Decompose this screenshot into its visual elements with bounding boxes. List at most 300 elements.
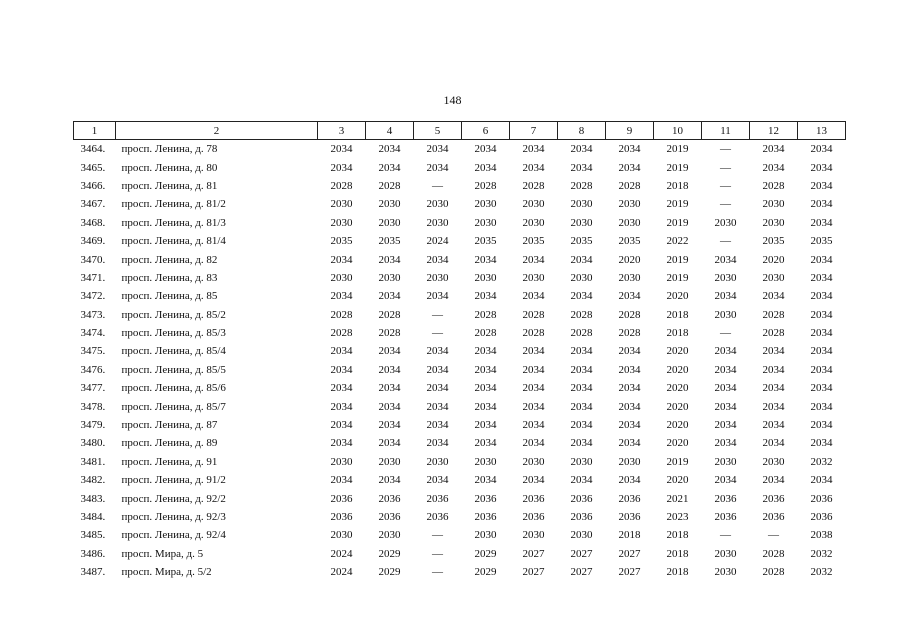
table-header (74, 122, 846, 140)
year-cell: 2034 (810, 327, 833, 340)
year-cell: 2034 (570, 437, 593, 450)
year-cell: 2034 (810, 419, 833, 432)
year-cell: 2030 (570, 271, 593, 284)
year-cell: 2028 (762, 179, 785, 192)
year-cell: 2021 (666, 492, 689, 505)
year-cell: 2030 (714, 455, 737, 468)
year-cell: 2034 (762, 143, 785, 156)
year-cell: 2036 (618, 492, 641, 505)
year-cell: 2036 (474, 492, 497, 505)
year-cell: 2030 (426, 198, 449, 211)
year-cell: 2034 (618, 419, 641, 432)
year-cell: 2035 (762, 235, 785, 248)
year-cell: 2036 (570, 492, 593, 505)
year-cell: 2034 (762, 400, 785, 413)
year-cell: 2034 (618, 474, 641, 487)
year-cell: 2030 (330, 529, 353, 542)
year-cell: 2034 (618, 382, 641, 395)
year-cell: 2034 (618, 437, 641, 450)
row-number-cell: 3487. (80, 566, 106, 579)
year-cell: 2034 (810, 290, 833, 303)
year-cell: 2035 (522, 235, 545, 248)
year-cell: 2030 (330, 271, 353, 284)
year-cell: 2020 (666, 419, 689, 432)
year-cell: — (720, 179, 731, 192)
year-cell: 2036 (810, 511, 833, 523)
year-cell: 2020 (666, 363, 689, 376)
year-cell: 2034 (570, 345, 593, 358)
year-cell: 2036 (522, 511, 545, 523)
column-header-5: 5 (414, 122, 462, 140)
year-cell: 2030 (522, 529, 545, 542)
year-cell: 2034 (714, 400, 737, 413)
year-cell: 2034 (378, 419, 401, 432)
year-cell: 2034 (426, 345, 449, 358)
table-row (74, 379, 846, 397)
year-cell: 2034 (474, 161, 497, 174)
year-cell: 2034 (810, 179, 833, 192)
table-row (74, 306, 846, 324)
year-cell: 2034 (474, 345, 497, 358)
row-number-cell: 3474. (80, 327, 106, 340)
year-cell: 2034 (618, 290, 641, 303)
year-cell: 2034 (378, 474, 401, 487)
year-cell: 2034 (474, 419, 497, 432)
address-cell: просп. Ленина, д. 81 (121, 179, 218, 192)
year-cell: 2027 (618, 547, 641, 560)
year-cell: 2019 (666, 143, 689, 156)
year-cell: 2030 (522, 216, 545, 229)
table-row (74, 489, 846, 507)
year-cell: 2030 (378, 529, 401, 542)
table-row (74, 342, 846, 360)
year-cell: 2034 (570, 419, 593, 432)
year-cell: 2034 (810, 345, 833, 358)
table-row (74, 397, 846, 415)
year-cell: — (432, 179, 443, 192)
year-cell: 2034 (378, 253, 401, 266)
year-cell: 2018 (666, 529, 689, 542)
year-cell: 2034 (570, 382, 593, 395)
address-cell: просп. Ленина, д. 85 (121, 290, 218, 303)
year-cell: 2030 (714, 271, 737, 284)
year-cell: 2028 (762, 327, 785, 340)
address-cell: просп. Ленина, д. 85/3 (121, 327, 226, 340)
year-cell: 2028 (378, 179, 401, 192)
year-cell: 2034 (474, 290, 497, 303)
year-cell: 2028 (474, 179, 497, 192)
year-cell: 2034 (810, 437, 833, 450)
year-cell: 2022 (666, 235, 689, 248)
year-cell: 2030 (714, 547, 737, 560)
year-cell: 2036 (426, 492, 449, 505)
year-cell: 2034 (522, 400, 545, 413)
year-cell: 2030 (618, 455, 641, 468)
year-cell: 2034 (810, 143, 833, 156)
year-cell: 2030 (474, 529, 497, 542)
year-cell: — (432, 308, 443, 321)
year-cell: 2034 (474, 474, 497, 487)
row-number-cell: 3484. (80, 511, 106, 523)
year-cell: 2028 (378, 327, 401, 340)
year-cell: 2019 (666, 216, 689, 229)
year-cell: 2029 (378, 547, 401, 560)
year-cell: 2028 (618, 179, 641, 192)
year-cell: 2034 (330, 400, 353, 413)
year-cell: 2036 (378, 492, 401, 505)
year-cell: 2034 (426, 437, 449, 450)
year-cell: 2034 (618, 345, 641, 358)
year-cell: 2034 (330, 290, 353, 303)
year-cell: 2034 (330, 474, 353, 487)
year-cell: 2034 (426, 143, 449, 156)
year-cell: 2024 (330, 566, 353, 579)
year-cell: 2020 (666, 290, 689, 303)
row-number-cell: 3483. (80, 492, 106, 505)
year-cell: — (720, 235, 731, 248)
year-cell: 2034 (762, 345, 785, 358)
year-cell: 2034 (714, 290, 737, 303)
address-cell: просп. Ленина, д. 80 (121, 161, 218, 174)
year-cell: 2030 (762, 271, 785, 284)
column-header-4: 4 (366, 122, 414, 140)
year-cell: 2034 (714, 363, 737, 376)
year-cell: 2034 (714, 345, 737, 358)
row-number-cell: 3467. (80, 198, 106, 211)
year-cell: 2034 (474, 437, 497, 450)
year-cell: 2028 (474, 327, 497, 340)
table-row (74, 214, 846, 232)
year-cell: 2018 (666, 566, 689, 579)
address-cell: просп. Ленина, д. 87 (121, 419, 218, 432)
year-cell: 2020 (762, 253, 785, 266)
year-cell: 2030 (762, 198, 785, 211)
year-cell: 2030 (762, 455, 785, 468)
table-row (74, 453, 846, 471)
year-cell: 2034 (618, 161, 641, 174)
year-cell: 2030 (378, 455, 401, 468)
year-cell: 2034 (618, 400, 641, 413)
year-cell: 2034 (714, 253, 737, 266)
address-cell: просп. Ленина, д. 92/2 (121, 492, 226, 505)
year-cell: 2020 (666, 400, 689, 413)
table-row (74, 195, 846, 213)
year-cell: 2030 (426, 271, 449, 284)
year-cell: 2034 (570, 143, 593, 156)
year-cell: 2034 (762, 161, 785, 174)
year-cell: 2028 (330, 179, 353, 192)
table-row (74, 508, 846, 526)
year-cell: 2028 (618, 308, 641, 321)
year-cell: — (720, 161, 731, 174)
year-cell: 2029 (474, 566, 497, 579)
year-cell: 2028 (330, 308, 353, 321)
year-cell: 2034 (762, 382, 785, 395)
table-body (74, 140, 846, 582)
year-cell: 2034 (570, 161, 593, 174)
year-cell: 2028 (570, 308, 593, 321)
address-cell: просп. Ленина, д. 83 (121, 271, 218, 284)
year-cell: 2032 (810, 547, 833, 560)
year-cell: 2030 (762, 216, 785, 229)
year-cell: 2036 (714, 511, 737, 523)
year-cell: 2034 (378, 143, 401, 156)
year-cell: 2036 (426, 511, 449, 523)
year-cell: 2030 (618, 198, 641, 211)
page-number: 148 (443, 93, 462, 107)
year-cell: 2028 (330, 327, 353, 340)
year-cell: 2020 (666, 345, 689, 358)
column-header-11: 11 (702, 122, 750, 140)
year-cell: 2034 (618, 143, 641, 156)
row-number-cell: 3473. (80, 308, 106, 321)
year-cell: 2034 (714, 437, 737, 450)
address-cell: просп. Ленина, д. 89 (121, 437, 218, 450)
row-number-cell: 3468. (80, 216, 106, 229)
year-cell: 2034 (522, 437, 545, 450)
year-cell: 2034 (522, 290, 545, 303)
year-cell: 2034 (378, 382, 401, 395)
year-cell: 2030 (714, 308, 737, 321)
year-cell: 2018 (666, 308, 689, 321)
year-cell: 2034 (378, 400, 401, 413)
year-cell: 2030 (618, 216, 641, 229)
table-row (74, 269, 846, 287)
year-cell: 2027 (570, 566, 593, 579)
year-cell: — (432, 529, 443, 542)
year-cell: 2028 (618, 327, 641, 340)
year-cell: 2028 (762, 547, 785, 560)
year-cell: 2029 (378, 566, 401, 579)
column-header-8: 8 (558, 122, 606, 140)
year-cell: 2034 (810, 474, 833, 487)
year-cell: 2028 (570, 179, 593, 192)
year-cell: 2036 (762, 511, 785, 523)
year-cell: 2030 (378, 198, 401, 211)
year-cell: 2034 (474, 382, 497, 395)
year-cell: 2028 (762, 308, 785, 321)
table-row (74, 471, 846, 489)
year-cell: 2036 (522, 492, 545, 505)
year-cell: 2030 (570, 198, 593, 211)
address-cell: просп. Мира, д. 5/2 (121, 566, 212, 579)
column-header-7: 7 (510, 122, 558, 140)
row-number-cell: 3480. (80, 437, 106, 450)
year-cell: — (720, 529, 731, 542)
column-header-1: 1 (74, 122, 116, 140)
year-cell: 2030 (570, 529, 593, 542)
year-cell: 2034 (378, 345, 401, 358)
year-cell: 2030 (426, 455, 449, 468)
year-cell: — (720, 198, 731, 211)
table-row (74, 361, 846, 379)
year-cell: 2034 (570, 290, 593, 303)
year-cell: 2030 (330, 455, 353, 468)
year-cell: 2020 (666, 474, 689, 487)
year-cell: 2036 (762, 492, 785, 505)
year-cell: 2034 (330, 363, 353, 376)
row-number-cell: 3470. (80, 253, 106, 266)
column-header-12: 12 (750, 122, 798, 140)
year-cell: 2034 (522, 474, 545, 487)
table-row (74, 545, 846, 563)
address-cell: просп. Ленина, д. 82 (121, 253, 218, 266)
row-number-cell: 3485. (80, 529, 106, 542)
year-cell: 2034 (330, 143, 353, 156)
year-cell: 2028 (474, 308, 497, 321)
year-cell: 2030 (570, 216, 593, 229)
year-cell: 2028 (570, 327, 593, 340)
year-cell: 2018 (666, 179, 689, 192)
year-cell: — (768, 529, 779, 542)
year-cell: 2018 (618, 529, 641, 542)
column-header-10: 10 (654, 122, 702, 140)
year-cell: 2034 (426, 363, 449, 376)
year-cell: 2034 (810, 400, 833, 413)
address-cell: просп. Ленина, д. 92/4 (121, 529, 226, 542)
address-cell: просп. Мира, д. 5 (121, 547, 204, 560)
year-cell: 2034 (378, 363, 401, 376)
year-cell: 2024 (330, 547, 353, 560)
year-cell: 2034 (522, 363, 545, 376)
address-cell: просп. Ленина, д. 81/4 (121, 235, 226, 248)
year-cell: 2030 (474, 271, 497, 284)
year-cell: 2030 (618, 271, 641, 284)
year-cell: 2034 (810, 253, 833, 266)
year-cell: 2028 (522, 308, 545, 321)
table-row (74, 287, 846, 305)
table-row (74, 232, 846, 250)
year-cell: 2034 (522, 419, 545, 432)
year-cell: 2034 (714, 474, 737, 487)
year-cell: 2034 (474, 143, 497, 156)
row-number-cell: 3464. (80, 143, 106, 156)
year-cell: 2020 (618, 253, 641, 266)
year-cell: 2030 (330, 216, 353, 229)
year-cell: 2028 (762, 566, 785, 579)
row-number-cell: 3472. (80, 290, 106, 303)
year-cell: 2034 (810, 271, 833, 284)
table-row (74, 158, 846, 176)
row-number-cell: 3465. (80, 161, 106, 174)
year-cell: 2036 (810, 492, 833, 505)
column-header-6: 6 (462, 122, 510, 140)
table-row (74, 140, 846, 159)
year-cell: 2034 (810, 161, 833, 174)
year-cell: 2020 (666, 382, 689, 395)
year-cell: 2030 (426, 216, 449, 229)
year-cell: 2034 (426, 290, 449, 303)
address-cell: просп. Ленина, д. 85/5 (121, 363, 226, 376)
year-cell: 2034 (330, 253, 353, 266)
year-cell: 2034 (714, 382, 737, 395)
year-cell: — (432, 547, 443, 560)
year-cell: 2034 (522, 382, 545, 395)
year-cell: 2024 (426, 235, 449, 248)
year-cell: 2036 (330, 511, 353, 523)
table-row (74, 177, 846, 195)
year-cell: 2034 (762, 419, 785, 432)
year-cell: 2030 (522, 198, 545, 211)
row-number-cell: 3476. (80, 363, 106, 376)
year-cell: 2030 (570, 455, 593, 468)
year-cell: 2034 (330, 345, 353, 358)
row-number-cell: 3486. (80, 547, 106, 560)
year-cell: 2019 (666, 198, 689, 211)
row-number-cell: 3481. (80, 455, 106, 468)
year-cell: 2035 (618, 235, 641, 248)
year-cell: 2020 (666, 437, 689, 450)
year-cell: 2019 (666, 455, 689, 468)
year-cell: 2034 (378, 290, 401, 303)
year-cell: 2019 (666, 161, 689, 174)
year-cell: 2034 (426, 161, 449, 174)
year-cell: 2034 (570, 474, 593, 487)
year-cell: 2034 (330, 437, 353, 450)
column-header-9: 9 (606, 122, 654, 140)
year-cell: 2036 (618, 511, 641, 523)
year-cell: 2028 (522, 327, 545, 340)
row-number-cell: 3482. (80, 474, 106, 487)
year-cell: 2030 (474, 455, 497, 468)
address-cell: просп. Ленина, д. 85/7 (121, 400, 226, 413)
year-cell: 2034 (474, 363, 497, 376)
year-cell: 2032 (810, 455, 833, 468)
year-cell: 2034 (522, 161, 545, 174)
row-number-cell: 3479. (80, 419, 106, 432)
year-cell: 2027 (618, 566, 641, 579)
year-cell: 2034 (810, 382, 833, 395)
year-cell: 2034 (762, 290, 785, 303)
year-cell: 2034 (714, 419, 737, 432)
year-cell: 2030 (378, 216, 401, 229)
address-cell: просп. Ленина, д. 78 (121, 143, 218, 156)
year-cell: 2030 (522, 455, 545, 468)
year-cell: 2034 (522, 143, 545, 156)
year-cell: 2034 (426, 474, 449, 487)
table-row (74, 563, 846, 581)
year-cell: 2027 (522, 566, 545, 579)
year-cell: 2036 (570, 511, 593, 523)
year-cell: 2030 (522, 271, 545, 284)
column-header-13: 13 (798, 122, 846, 140)
year-cell: 2034 (810, 216, 833, 229)
year-cell: 2030 (714, 216, 737, 229)
year-cell: 2030 (474, 216, 497, 229)
address-cell: просп. Ленина, д. 91 (121, 455, 218, 468)
data-table (73, 121, 846, 581)
year-cell: 2018 (666, 547, 689, 560)
year-cell: 2036 (378, 511, 401, 523)
address-cell: просп. Ленина, д. 91/2 (121, 474, 226, 487)
year-cell: 2034 (474, 400, 497, 413)
year-cell: 2018 (666, 327, 689, 340)
table-row (74, 526, 846, 544)
year-cell: 2034 (474, 253, 497, 266)
address-cell: просп. Ленина, д. 81/2 (121, 198, 226, 211)
year-cell: 2034 (426, 419, 449, 432)
address-cell: просп. Ленина, д. 85/6 (121, 382, 226, 395)
year-cell: 2034 (618, 363, 641, 376)
row-number-cell: 3477. (80, 382, 106, 395)
year-cell: 2034 (810, 308, 833, 321)
year-cell: 2036 (474, 511, 497, 523)
year-cell: 2034 (426, 382, 449, 395)
year-cell: 2034 (762, 437, 785, 450)
year-cell: 2034 (378, 161, 401, 174)
row-number-cell: 3471. (80, 271, 106, 284)
year-cell: 2028 (522, 179, 545, 192)
